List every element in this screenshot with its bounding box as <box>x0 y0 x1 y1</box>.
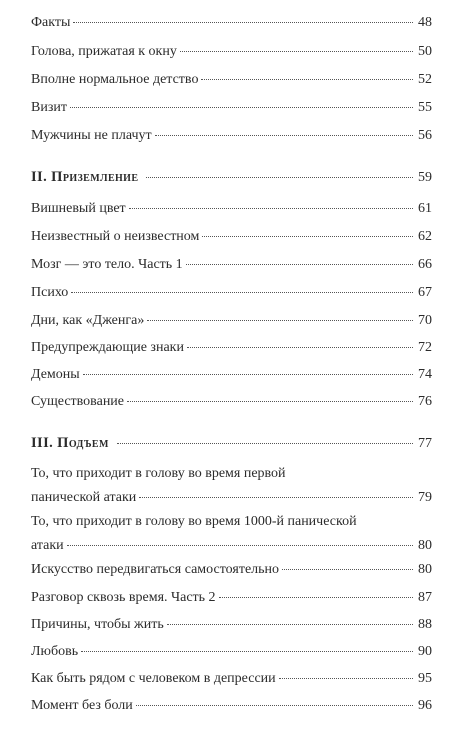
toc-entry <box>31 228 432 246</box>
dot-leader <box>139 497 413 498</box>
toc-entry-title: Вишневый цвет <box>31 201 126 216</box>
toc-entry <box>31 465 432 507</box>
dot-leader <box>167 624 413 625</box>
toc-entry-page: 61 <box>418 201 432 216</box>
toc-entry-page: 88 <box>418 617 432 632</box>
toc-entry-title: Разговор сквозь время. Часть 2 <box>31 590 216 605</box>
toc-entry <box>31 513 432 555</box>
toc-entry <box>31 589 432 607</box>
dot-leader <box>282 569 413 570</box>
toc-entry <box>31 366 432 384</box>
toc-entry-title: Искусство передвигаться самостоятельно <box>31 562 280 577</box>
toc-entry <box>31 71 432 89</box>
dot-leader <box>219 597 413 598</box>
toc-entry-title: Неизвестный о неизвестном <box>31 229 200 244</box>
toc-entry <box>31 256 432 274</box>
toc-entry-title: панической атаки <box>31 490 137 505</box>
toc-entry-page: 96 <box>418 698 432 713</box>
toc-entry-title-line1: То, что приходит в голову во время 1000-й панической <box>31 514 357 529</box>
dot-leader <box>71 292 413 293</box>
dot-leader <box>67 545 413 546</box>
toc-entry-title: Дни, как «Дженга» <box>31 313 145 328</box>
toc-part-title: II. Приземление <box>31 169 139 185</box>
toc-entry-title: Вполне нормальное детство <box>31 72 199 87</box>
toc-entry <box>31 127 432 145</box>
dot-leader <box>186 264 413 265</box>
toc-entry <box>31 312 432 330</box>
toc-part-title: III. Подъем <box>31 435 109 451</box>
toc-entry <box>31 616 432 634</box>
dot-leader <box>180 51 413 52</box>
dot-leader <box>202 236 413 237</box>
toc-entry-page: 80 <box>418 538 432 553</box>
toc-entry-page: 50 <box>418 44 432 59</box>
toc-entry-title: атаки <box>31 538 64 553</box>
dot-leader <box>146 177 413 178</box>
toc-entry <box>31 670 432 688</box>
toc-entry <box>31 14 432 32</box>
dot-leader <box>127 401 413 402</box>
toc-entry <box>31 99 432 117</box>
toc-entry-page: 74 <box>418 367 432 382</box>
toc-entry-title: Мозг — это тело. Часть 1 <box>31 257 183 272</box>
toc-entry-page: 77 <box>418 436 432 451</box>
toc-entry-page: 76 <box>418 394 432 409</box>
dot-leader <box>136 705 413 706</box>
table-of-contents <box>31 0 432 730</box>
toc-entry <box>31 284 432 302</box>
toc-entry-page: 87 <box>418 590 432 605</box>
toc-entry-title: Мужчины не плачут <box>31 128 152 143</box>
toc-entry-page: 90 <box>418 644 432 659</box>
toc-entry-page: 67 <box>418 285 432 300</box>
toc-part-heading <box>31 168 432 186</box>
toc-entry-page: 95 <box>418 671 432 686</box>
toc-entry <box>31 43 432 61</box>
toc-entry-page: 52 <box>418 72 432 87</box>
toc-entry <box>31 643 432 661</box>
dot-leader <box>187 347 413 348</box>
toc-entry-title-line1: То, что приходит в голову во время первой <box>31 466 286 481</box>
toc-entry <box>31 393 432 411</box>
toc-entry-title: Как быть рядом с человеком в депрессии <box>31 671 276 686</box>
dot-leader <box>201 79 413 80</box>
toc-entry-page: 48 <box>418 15 432 30</box>
toc-entry-page: 66 <box>418 257 432 272</box>
toc-entry-title: Любовь <box>31 644 79 659</box>
toc-entry-title: Причины, чтобы жить <box>31 617 164 632</box>
dot-leader <box>129 208 413 209</box>
toc-part-heading <box>31 434 432 452</box>
dot-leader <box>147 320 413 321</box>
toc-entry <box>31 697 432 715</box>
toc-entry-page: 62 <box>418 229 432 244</box>
dot-leader <box>117 443 413 444</box>
toc-entry-title: Предупреждающие знаки <box>31 340 184 355</box>
toc-entry <box>31 561 432 579</box>
toc-entry-page: 55 <box>418 100 432 115</box>
dot-leader <box>155 135 413 136</box>
dot-leader <box>70 107 413 108</box>
dot-leader <box>81 651 413 652</box>
toc-entry-page: 56 <box>418 128 432 143</box>
toc-entry-title: Голова, прижатая к окну <box>31 44 177 59</box>
toc-entry-page: 72 <box>418 340 432 355</box>
toc-entry-title: Психо <box>31 285 69 300</box>
toc-entry-title: Визит <box>31 100 67 115</box>
toc-entry-title: Демоны <box>31 367 80 382</box>
dot-leader <box>73 22 413 23</box>
toc-entry <box>31 339 432 357</box>
toc-entry-page: 70 <box>418 313 432 328</box>
toc-entry-title: Существование <box>31 394 125 409</box>
toc-entry-title: Момент без боли <box>31 698 133 713</box>
dot-leader <box>83 374 413 375</box>
toc-entry-page: 79 <box>418 490 432 505</box>
dot-leader <box>279 678 413 679</box>
toc-entry-page: 80 <box>418 562 432 577</box>
toc-entry-title: Факты <box>31 15 71 30</box>
toc-entry <box>31 200 432 218</box>
toc-entry-page: 59 <box>418 170 432 185</box>
